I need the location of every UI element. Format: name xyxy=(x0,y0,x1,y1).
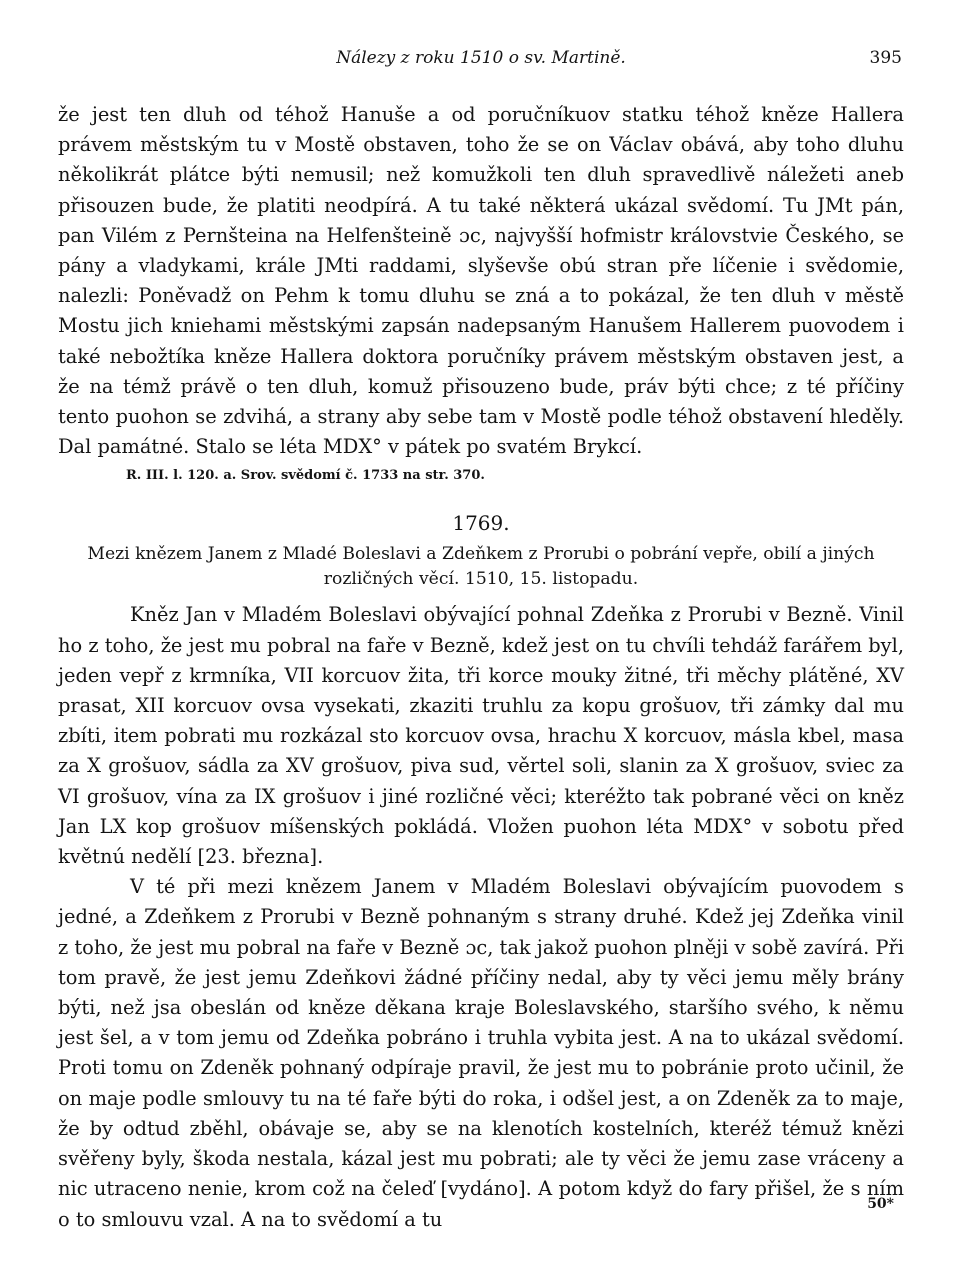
page-number: 395 xyxy=(869,48,902,68)
document-number: 1769. xyxy=(452,511,510,536)
running-title: Nálezy z roku 1510 o sv. Martině. xyxy=(336,48,626,68)
running-head xyxy=(58,44,904,74)
verdict-paragraph: V té při mezi knězem Janem v Mladém Boleslavi obývajícím puovodem s jedné, a Zdeňkem z Prorubi v Bezně pohnaným s strany druhé. Kdež jej Zdeňka vinil z toho, že jest mu pobral na faře v Bezně ɔc, tak jakož puohon plněji v sobě zavírá. Při tom pravě, že jest jemu Zdeňkovi žádné příčiny nedal, aby ty věci jemu měly brány býti, než jsa obeslán od kněze děkana kraje Boleslavského, staršího svého, k němu jest šel, a v tom jemu od Zdeňka pobráno i truhla vybita jest. A na to ukázal svědomí. Proti tomu on Zdeněk pohnaný odpíraje pravil, že jest mu to pobránie proto učinil, že on maje podle smlouvy tu na té faře býti do roka, i odšel jest, a on Zdeněk za to maje, že by odtud zběhl, obávaje se, aby se na klenotích kostelních, kteréž témuž knězi svěřeny byly, škoda nestala, kázal jest mu pobrati; ale ty věci že jemu zase vráceny a nic utraceno nenie, krom což na čeleď [vydáno]. A potom když do fary přišel, že s ním o to smlouvu vzal. A na to svědomí a tu xyxy=(58,875,904,1231)
page-signature: 50* xyxy=(867,1196,894,1212)
document-heading: Mezi knězem Janem z Mladé Boleslavi a Zdeňkem z Prorubi o pobrání vepře, obilí a jiných rozličných věcí. 1510, 15. listopadu. xyxy=(87,544,875,590)
continuation-paragraph: že jest ten dluh od téhož Hanuše a od poručníkuov statku téhož kněze Hallera právem městským tu v Mostě obstaven, toho že se on Václav obává, aby toho dluhu několikrát plátce býti nemusil; než komužkoli ten dluh spravedlivě náležeti aneb přisouzen bude, že platiti neodpírá. A tu také některá ukázal svědomí. Tu JMt pán, pan Vilém z Pernšteina na Helfenšteině ɔc, najvyšší hofmistr královstvie Českého, se pány a vladykami, krále JMti raddami, slyševše obú stran pře líčenie i svědomie, nalezli: Poněvadž on Pehm k tomu dluhu se zná a to pokázal, že ten dluh v městě Mostu jich kniehami městskými zapsán nadepsaným Hanušem Hallerem puovodem i také nebožtíka kněze Hallera doktora poručníky právem městským obstaven jest, a že na témž právě o ten dluh, komuž přisouzeno bude, práv býti chce; z té příčiny tento puohon se zdvihá, a strany aby sebe tam v Mostě podle téhož obstavení hleděly. Dal památné. Stalo se léta MDX° v pátek po svatém Brykcí. xyxy=(58,103,904,459)
source-note: R. III. l. 120. a. Srov. svědomí č. 1733 na str. 370. xyxy=(126,468,485,484)
summons-paragraph: Kněz Jan v Mladém Boleslavi obývající pohnal Zdeňka z Prorubi v Bezně. Vinil ho z toho, že jest mu pobral na faře v Bezně, kdež jest on tu chvíli tehdáž farářem byl, jeden vepř z krmníka, VII korcuov žita, tři korce mouky žitné, tři měchy plátěné, XV prasat, XII korcuov ovsa vysekati, zkaziti truhlu za kopu grošuov, tři zámky dal mu zbíti, item pobrati mu rozkázal sto korcuov ovsa, hrachu X korcuov, másla kbel, masa za X grošuov, sádla za XV grošuov, piva sud, věrtel soli, slanin za X grošuov, sviec za VI grošuov, vína za IX grošuov i jiné rozličné věci; kteréžto tak pobrané věci on kněz Jan LX kop grošuov míšenských pokládá. Vložen puohon léta MDX° v sobotu před květnú nedělí [23. března]. xyxy=(58,603,904,869)
page xyxy=(58,44,904,1235)
